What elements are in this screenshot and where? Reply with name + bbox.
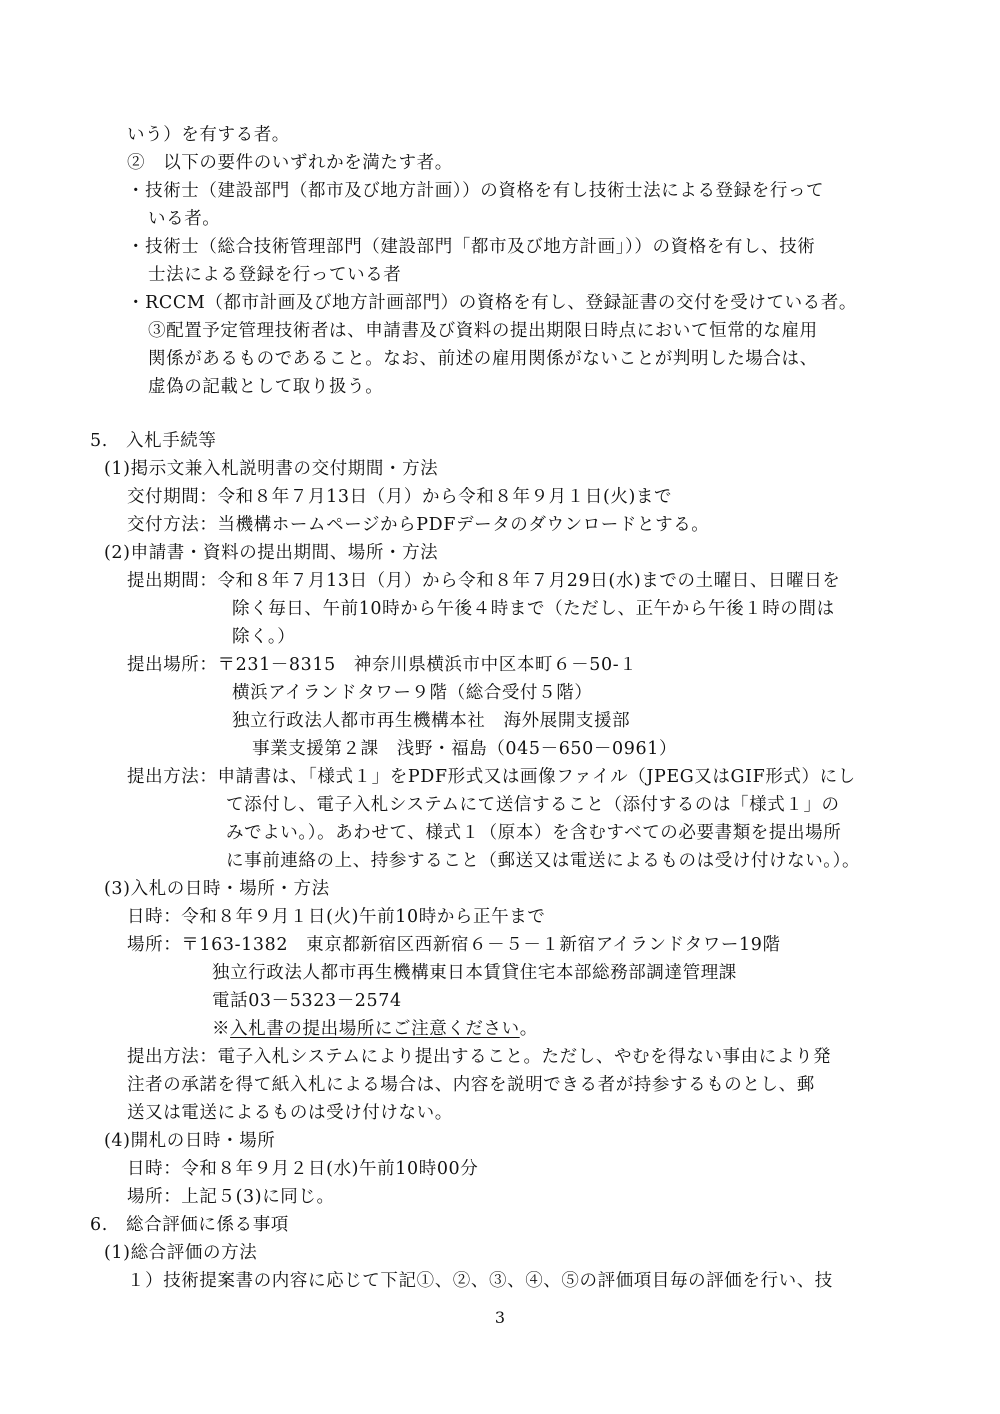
text-line: ・技術士（建設部門（都市及び地方計画））の資格を有し技術士法による登録を行って (127, 181, 825, 201)
text-line: 横浜アイランドタワー９階（総合受付５階） (232, 683, 593, 703)
text-line: 場所：上記５(3)に同じ。 (127, 1187, 335, 1207)
text-line: 士法による登録を行っている者 (148, 265, 402, 285)
text-line: 送又は電送によるものは受け付けない。 (127, 1103, 453, 1123)
subsection-heading: (3)入札の日時・場所・方法 (104, 879, 330, 899)
text-line: １）技術提案書の内容に応じて下記①、②、③、④、⑤の評価項目毎の評価を行い、技 (127, 1271, 833, 1291)
note-period: 。 (519, 1019, 538, 1039)
section-heading: 5. 入札手続等 (90, 431, 217, 451)
text-line: いる者。 (148, 209, 221, 229)
text-line: 電話03－5323－2574 (212, 991, 402, 1011)
text-line: 独立行政法人都市再生機構東日本賃貸住宅本部総務部調達管理課 (212, 963, 737, 983)
text-line: みでよい。）。あわせて、様式１（原本）を含むすべての必要書類を提出場所 (226, 823, 842, 843)
text-line: ② 以下の要件のいずれかを満たす者。 (127, 153, 453, 173)
subsection-heading: (1)掲示文兼入札説明書の交付期間・方法 (104, 459, 439, 479)
section-heading: 6. 総合評価に係る事項 (90, 1215, 289, 1235)
notice-line (212, 1016, 538, 1042)
text-line: 提出場所：〒231－8315 神奈川県横浜市中区本町６－50-１ (127, 655, 638, 675)
text-line: 事業支援第２課 浅野・福島（045－650－0961） (252, 739, 678, 759)
text-line: 日時：令和８年９月１日(火)午前10時から正午まで (127, 907, 546, 927)
text-line: ③配置予定管理技術者は、申請書及び資料の提出期限日時点において恒常的な雇用 (148, 321, 818, 341)
text-line: 独立行政法人都市再生機構本社 海外展開支援部 (232, 711, 631, 731)
text-line: 交付方法：当機構ホームページからPDFデータのダウンロードとする。 (127, 515, 710, 535)
text-line: いう）を有する者。 (127, 125, 290, 145)
text-line: 場所：〒163-1382 東京都新宿区西新宿６－５－１新宿アイランドタワー19階 (127, 935, 781, 955)
text-line: に事前連絡の上、持参すること（郵送又は電送によるものは受け付けない。）。 (226, 851, 861, 871)
text-line: 提出方法：申請書は、「様式１」をPDF形式又は画像ファイル（JPEG又はGIF形式）にし (127, 767, 856, 787)
notice-underlined-text: 入札書の提出場所にご注意ください (230, 1019, 520, 1039)
text-line: 交付期間：令和８年７月13日（月）から令和８年９月１日(火)まで (127, 487, 673, 507)
text-line: 関係があるものであること。なお、前述の雇用関係がないことが判明した場合は、 (148, 349, 818, 369)
subsection-heading: (4)開札の日時・場所 (104, 1131, 276, 1151)
text-line: ・RCCM（都市計画及び地方計画部門）の資格を有し、登録証書の交付を受けている者。 (127, 293, 857, 313)
text-line: 虚偽の記載として取り扱う。 (148, 377, 384, 397)
text-line: 除く毎日、午前10時から午後４時まで（ただし、正午から午後１時の間は (232, 599, 835, 619)
subsection-heading: (1)総合評価の方法 (104, 1243, 258, 1263)
text-line: 日時：令和８年９月２日(水)午前10時00分 (127, 1159, 479, 1179)
text-line: 提出方法：電子入札システムにより提出すること。ただし、やむを得ない事由により発 (127, 1047, 832, 1067)
text-line: 注者の承諾を得て紙入札による場合は、内容を説明できる者が持参するものとし、郵 (127, 1075, 815, 1095)
note-mark: ※ (212, 1019, 231, 1039)
text-line: 提出期間：令和８年７月13日（月）から令和８年７月29日(水)までの土曜日、日曜日を (127, 571, 841, 591)
text-line: ・技術士（総合技術管理部門（建設部門「都市及び地方計画」））の資格を有し、技術 (127, 237, 816, 257)
subsection-heading: (2)申請書・資料の提出期間、場所・方法 (104, 543, 439, 563)
text-line: て添付し、電子入札システムにて送信すること（添付するのは「様式１」の (226, 795, 840, 815)
text-line: 除く。） (232, 627, 296, 647)
page-number: 3 (494, 1308, 506, 1327)
